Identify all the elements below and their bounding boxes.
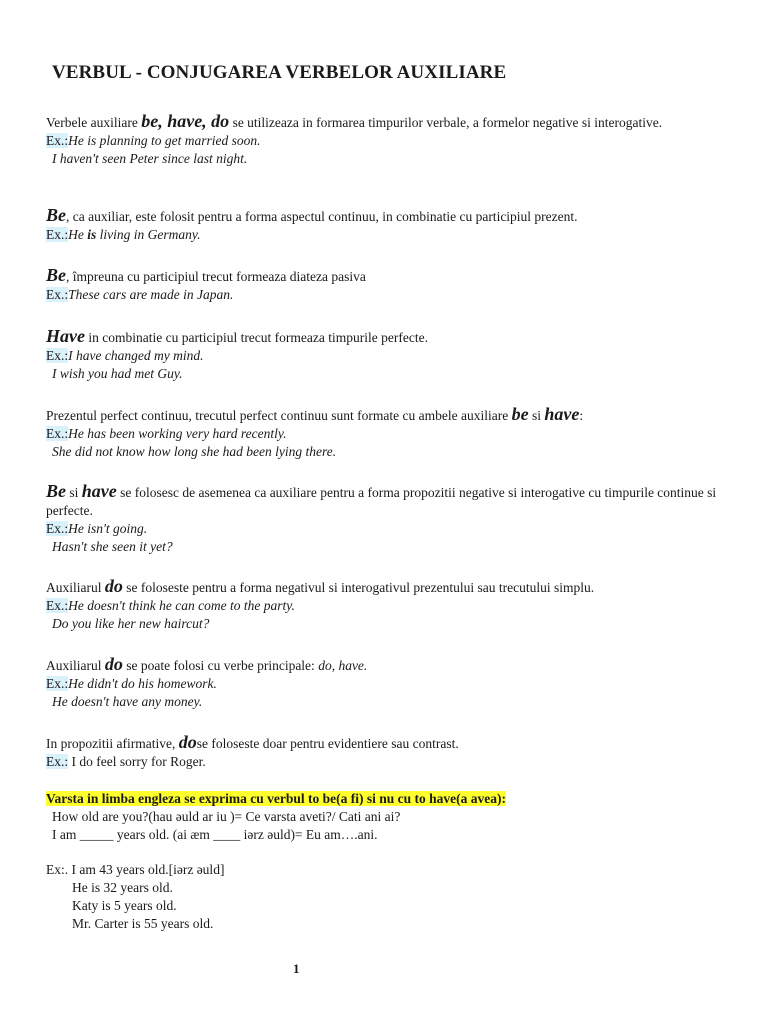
example-label: Ex.:: [46, 598, 69, 613]
section-have-perfect: [46, 327, 726, 383]
example-text: He doesn't think he can come to the party.: [68, 598, 295, 613]
example-text: He: [68, 227, 88, 242]
text: , împreuna cu participiul trecut formeaza diateza pasiva: [66, 269, 366, 284]
keyword: be, have, do: [141, 111, 230, 131]
example-text: He has been working very hard recently.: [68, 426, 287, 441]
example-label: Ex.:: [46, 287, 69, 302]
paragraph: [46, 266, 726, 286]
example-text: He doesn't have any money.: [52, 694, 203, 709]
example-line: [46, 753, 726, 771]
keyword: be: [511, 404, 529, 424]
example-text: He didn't do his homework.: [68, 676, 217, 691]
example-text: Hasn't she seen it yet?: [52, 539, 173, 554]
section-auxiliary-verbs: [46, 112, 726, 168]
example-text: He is planning to get married soon.: [68, 133, 261, 148]
section-age-examples: [46, 861, 726, 933]
keyword: Be: [46, 265, 66, 285]
text: se poate folosi cu verbe principale:: [122, 658, 319, 673]
text-line: How old are you?(hau əuld ar iu )= Ce varsta aveti?/ Cati ani ai?: [52, 809, 401, 824]
example-label: Ex.:: [46, 754, 69, 769]
page-number: 1: [293, 961, 300, 976]
keyword: do: [104, 654, 123, 674]
example-label: Ex.:: [46, 133, 69, 148]
keyword: have: [544, 404, 580, 424]
example-line: [46, 425, 726, 443]
text-line: I am _____ years old. (ai æm ____ iərz əuld)= Eu am….ani.: [52, 827, 378, 842]
paragraph: [46, 327, 726, 347]
keyword: Be: [46, 481, 66, 501]
example-text: I wish you had met Guy.: [52, 366, 183, 381]
example-text: living in Germany.: [96, 227, 201, 242]
paragraph: [46, 655, 726, 675]
text: si: [66, 485, 82, 500]
example-text: These cars are made in Japan.: [68, 287, 234, 302]
text: se foloseste pentru a forma negativul si interogativul prezentului sau trecutului simplu.: [122, 580, 595, 595]
section-do-simple: [46, 577, 726, 633]
example-line: [46, 597, 726, 615]
text-line: Ex:. I am 43 years old.[iərz əuld]: [46, 862, 225, 877]
section-age: [46, 790, 726, 844]
text: do, have.: [318, 658, 368, 673]
text: se foloseste doar pentru evidentiere sau contrast.: [196, 736, 459, 751]
page-title: VERBUL - CONJUGAREA VERBELOR AUXILIARE: [52, 62, 507, 83]
paragraph: [46, 112, 726, 132]
paragraph: [46, 405, 726, 425]
text: In propozitii afirmative,: [46, 736, 179, 751]
paragraph: [46, 790, 726, 808]
example-bold: is: [87, 227, 97, 242]
paragraph: [46, 577, 726, 597]
paragraph: [46, 482, 726, 520]
text-line: Katy is 5 years old.: [72, 898, 177, 913]
text: , ca auxiliar, este folosit pentru a forma aspectul continuu, in combinatie cu participiul prezent.: [66, 209, 578, 224]
highlighted-text: Varsta in limba engleza se exprima cu verbul to be(a fi) si nu cu to have(a avea):: [46, 791, 506, 806]
keyword: Have: [46, 326, 85, 346]
section-be-continuous: [46, 206, 726, 244]
example-line: [46, 675, 726, 693]
example-label: Ex.:: [46, 426, 69, 441]
text: Auxiliarul: [46, 658, 105, 673]
example-text: I have changed my mind.: [68, 348, 204, 363]
paragraph: [46, 206, 726, 226]
text: se utilizeaza in formarea timpurilor verbale, a formelor negative si interogative.: [229, 115, 663, 130]
example-line: [46, 347, 726, 365]
example-line: [46, 226, 726, 244]
text: Prezentul perfect continuu, trecutul perfect continuu sunt formate cu ambele auxiliare: [46, 408, 512, 423]
text-line: He is 32 years old.: [72, 880, 173, 895]
section-do-emphasis: [46, 733, 726, 771]
text: in combinatie cu participiul trecut formeaza timpurile perfecte.: [84, 330, 428, 345]
section-be-passive: [46, 266, 726, 304]
example-text: She did not know how long she had been lying there.: [52, 444, 337, 459]
keyword: have: [81, 481, 117, 501]
text-line: Mr. Carter is 55 years old.: [72, 916, 214, 931]
example-line: [46, 520, 726, 538]
text: :: [579, 408, 584, 423]
keyword: do: [178, 732, 197, 752]
example-line: [46, 132, 726, 150]
section-negative-interrogative: [46, 482, 726, 556]
example-text: I do feel sorry for Roger.: [68, 754, 206, 769]
example-label: Ex.:: [46, 521, 69, 536]
text: si: [528, 408, 545, 423]
section-perfect-continuous: [46, 405, 726, 461]
keyword: do: [104, 576, 123, 596]
example-label: Ex.:: [46, 676, 69, 691]
example-text: He isn't going.: [68, 521, 148, 536]
paragraph: [46, 733, 726, 753]
example-text: I haven't seen Peter since last night.: [52, 151, 248, 166]
example-label: Ex.:: [46, 348, 69, 363]
text: Auxiliarul: [46, 580, 105, 595]
text: se folosesc de asemenea ca auxiliare pentru a forma propozitii negative si interogative cu timpurile continue si perfecte.: [46, 485, 717, 518]
text: Verbele auxiliare: [46, 115, 142, 130]
example-text: Do you like her new haircut?: [52, 616, 210, 631]
example-label: Ex.:: [46, 227, 69, 242]
example-line: [46, 286, 726, 304]
section-do-main-verbs: [46, 655, 726, 711]
keyword: Be: [46, 205, 66, 225]
